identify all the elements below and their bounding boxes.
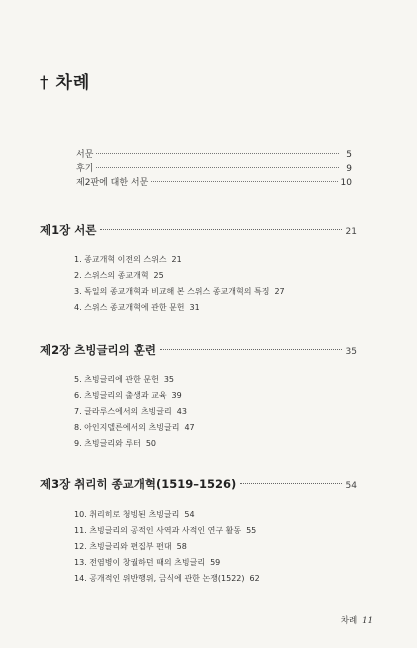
section-label: 9. 츠빙글리와 루터 — [74, 439, 141, 448]
section-page: 27 — [274, 287, 285, 296]
chapter-2-entry[interactable] — [40, 342, 357, 358]
dagger-icon: † — [40, 73, 50, 93]
section-page: 43 — [176, 407, 187, 416]
front-matter-item[interactable] — [76, 176, 352, 190]
section-item[interactable] — [74, 388, 374, 404]
page-number: 11 — [362, 616, 373, 626]
section-label: 3. 독일의 종교개혁과 비교해 본 스위스 종교개혁의 특징 — [74, 287, 270, 296]
dot-leader — [96, 153, 339, 154]
section-label: 13. 전염병이 창궐하던 때의 츠빙글리 — [74, 558, 206, 567]
section-item[interactable] — [74, 284, 374, 300]
dot-leader — [160, 349, 342, 350]
section-label: 11. 츠빙글리의 공적인 사역과 사적인 연구 활동 — [74, 526, 242, 535]
section-item[interactable] — [74, 300, 374, 316]
front-matter-list — [76, 148, 352, 190]
section-item[interactable] — [74, 436, 374, 452]
section-label: 1. 종교개혁 이전의 스위스 — [74, 255, 167, 264]
chapter-1-sections — [74, 252, 374, 316]
running-title: 차례 — [340, 616, 358, 626]
section-label: 10. 취리히로 청빙된 츠빙글리 — [74, 510, 180, 519]
section-label: 2. 스위스의 종교개혁 — [74, 271, 149, 280]
section-item[interactable] — [74, 372, 374, 388]
section-label: 5. 츠빙글리에 관한 문헌 — [74, 375, 159, 384]
section-label: 12. 츠빙글리와 편집부 편대 — [74, 542, 172, 551]
section-page: 35 — [163, 375, 175, 384]
section-page: 25 — [153, 271, 164, 280]
toc-title-text: 차례 — [55, 73, 91, 93]
section-page: 55 — [246, 526, 257, 535]
section-page: 50 — [145, 439, 157, 448]
section-page: 21 — [171, 255, 182, 264]
chapter-title: 제1장 서론 — [40, 223, 97, 237]
section-item[interactable] — [74, 523, 374, 539]
chapter-2-sections — [74, 372, 374, 452]
section-page: 58 — [176, 542, 187, 551]
chapter-page: 54 — [345, 481, 357, 491]
section-label: 7. 글라루스에서의 츠빙글리 — [74, 407, 172, 416]
section-label: 4. 스위스 종교개혁에 관한 문헌 — [74, 303, 185, 312]
chapter-1-entry[interactable] — [40, 222, 357, 238]
section-item[interactable] — [74, 555, 374, 571]
toc-heading — [40, 68, 90, 93]
section-page: 59 — [210, 558, 221, 567]
dot-leader — [96, 167, 339, 168]
section-page: 39 — [171, 391, 182, 400]
section-item[interactable] — [74, 252, 374, 268]
front-matter-page: 5 — [346, 150, 352, 160]
dot-leader — [151, 181, 337, 182]
section-label: 6. 츠빙글리의 출생과 교육 — [74, 391, 167, 400]
dot-leader — [100, 229, 341, 230]
chapter-3-sections — [74, 507, 374, 587]
front-matter-page: 9 — [346, 164, 352, 174]
section-page: 62 — [249, 574, 260, 583]
section-page: 47 — [184, 423, 195, 432]
section-page: 54 — [184, 510, 195, 519]
section-label: 14. 공개적인 위반행위, 금식에 관한 논쟁(1522) — [74, 574, 245, 583]
page-footer — [341, 614, 373, 626]
section-item[interactable] — [74, 507, 374, 523]
front-matter-page: 10 — [340, 178, 352, 188]
section-item[interactable] — [74, 571, 374, 587]
chapter-title: 제3장 취리히 종교개혁(1519–1526) — [40, 477, 237, 491]
front-matter-label: 서문 — [76, 150, 94, 160]
section-item[interactable] — [74, 539, 374, 555]
front-matter-label: 제2판에 대한 서문 — [76, 178, 149, 188]
section-label: 8. 아인지델른에서의 츠빙글리 — [74, 423, 180, 432]
section-item[interactable] — [74, 420, 374, 436]
section-item[interactable] — [74, 268, 374, 284]
chapter-page: 21 — [345, 227, 357, 237]
chapter-3-entry[interactable] — [40, 476, 357, 492]
chapter-page: 35 — [345, 347, 357, 357]
front-matter-label: 후기 — [76, 164, 94, 174]
section-item[interactable] — [74, 404, 374, 420]
front-matter-item[interactable] — [76, 148, 352, 162]
dot-leader — [240, 483, 341, 484]
chapter-title: 제2장 츠빙글리의 훈련 — [40, 343, 156, 357]
front-matter-item[interactable] — [76, 162, 352, 176]
section-page: 31 — [189, 303, 200, 312]
